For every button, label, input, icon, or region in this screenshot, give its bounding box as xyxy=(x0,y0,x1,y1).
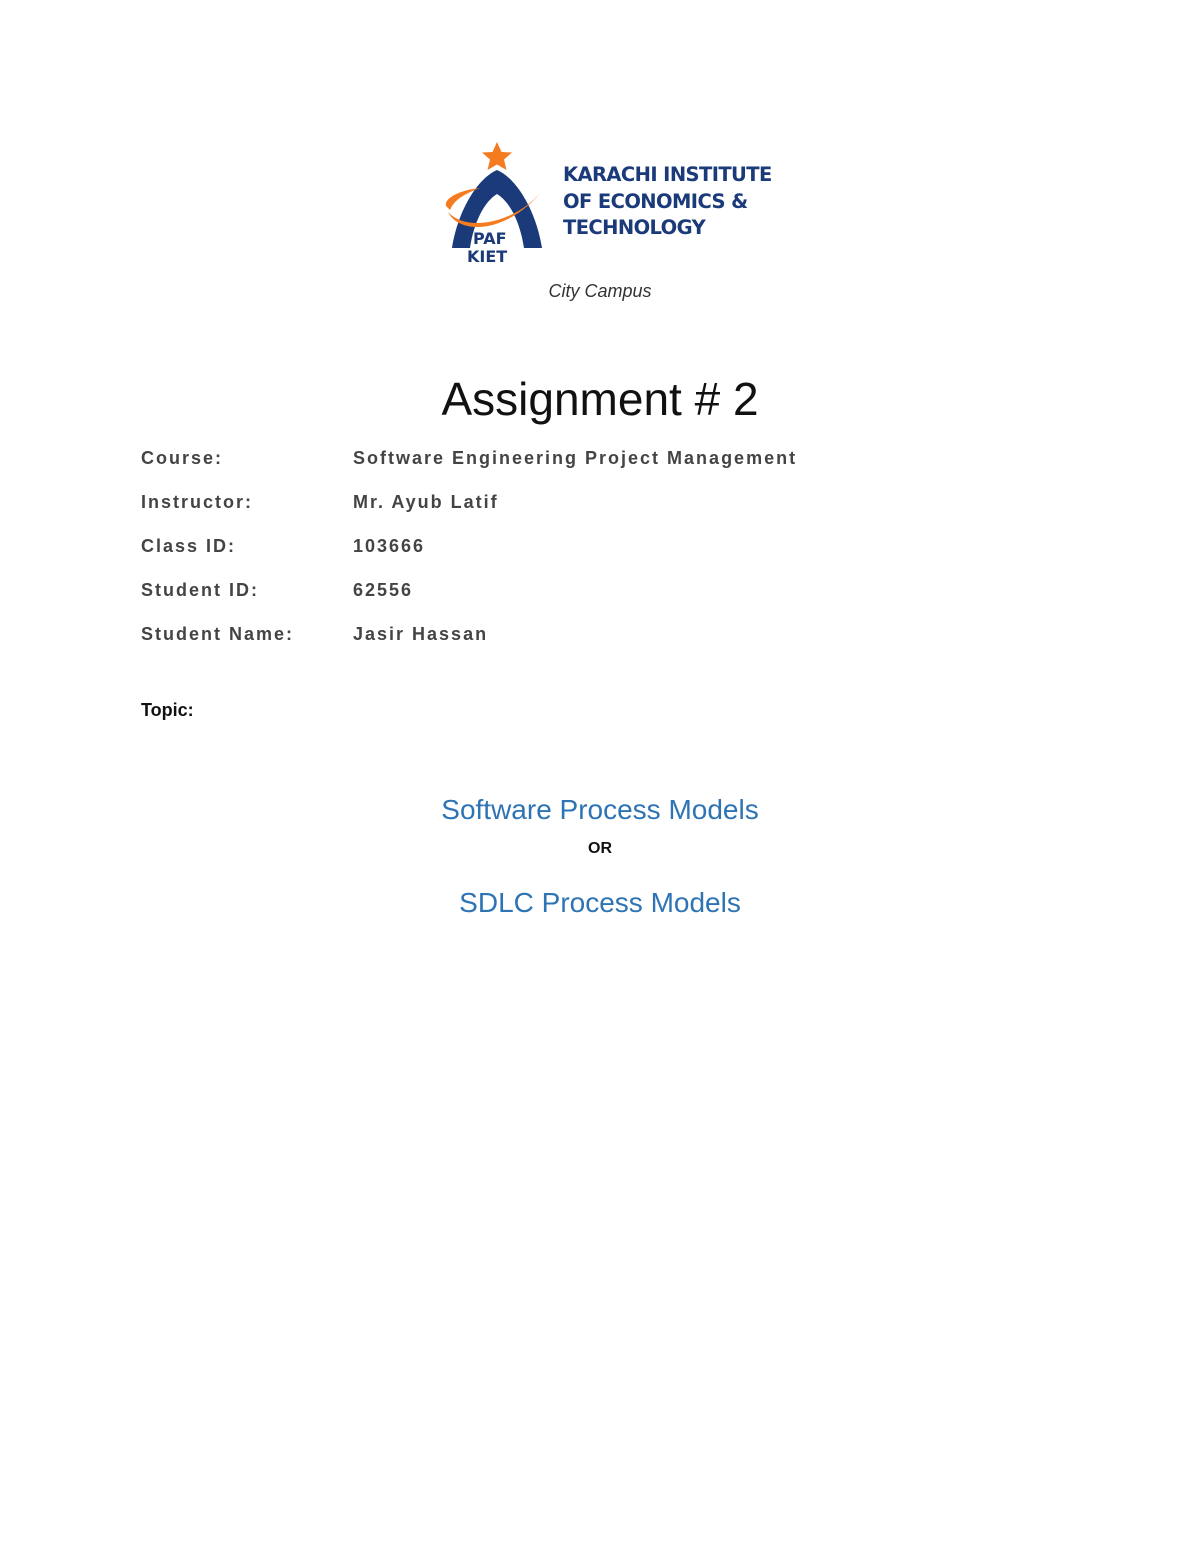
info-row-student-name xyxy=(141,612,797,656)
institute-name xyxy=(563,162,772,242)
info-value: 103666 xyxy=(353,535,426,556)
info-row-course xyxy=(141,436,797,480)
topic-label: Topic: xyxy=(141,700,194,720)
institute-name-line-3: TECHNOLOGY xyxy=(563,216,706,239)
info-row-class-id xyxy=(141,524,797,568)
info-value: Mr. Ayub Latif xyxy=(353,491,499,512)
topic-primary: Software Process Models xyxy=(441,794,759,825)
topic-or: OR xyxy=(588,840,612,857)
institute-name-line-2: OF ECONOMICS & xyxy=(563,189,748,213)
info-value: Software Engineering Project Management xyxy=(353,447,798,468)
topic-secondary: SDLC Process Models xyxy=(459,887,741,918)
institute-logo xyxy=(440,140,770,270)
campus-label: City Campus xyxy=(548,281,652,301)
info-row-student-id xyxy=(141,568,797,612)
info-label: Instructor: xyxy=(141,491,253,512)
info-label: Student Name: xyxy=(141,623,295,644)
info-label: Class ID: xyxy=(141,535,237,556)
page-title: Assignment # 2 xyxy=(441,373,759,425)
info-value: Jasir Hassan xyxy=(353,623,489,644)
institute-name-line-1: KARACHI INSTITUTE xyxy=(563,163,772,186)
info-label: Student ID: xyxy=(141,579,259,600)
info-value: 62556 xyxy=(353,579,414,600)
info-row-instructor xyxy=(141,480,797,524)
emblem-text-kiet: KIET xyxy=(467,247,508,266)
kiet-emblem-icon xyxy=(440,140,565,270)
info-table xyxy=(141,436,797,656)
info-label: Course: xyxy=(141,447,224,468)
emblem-text-paf: PAF xyxy=(473,229,507,248)
